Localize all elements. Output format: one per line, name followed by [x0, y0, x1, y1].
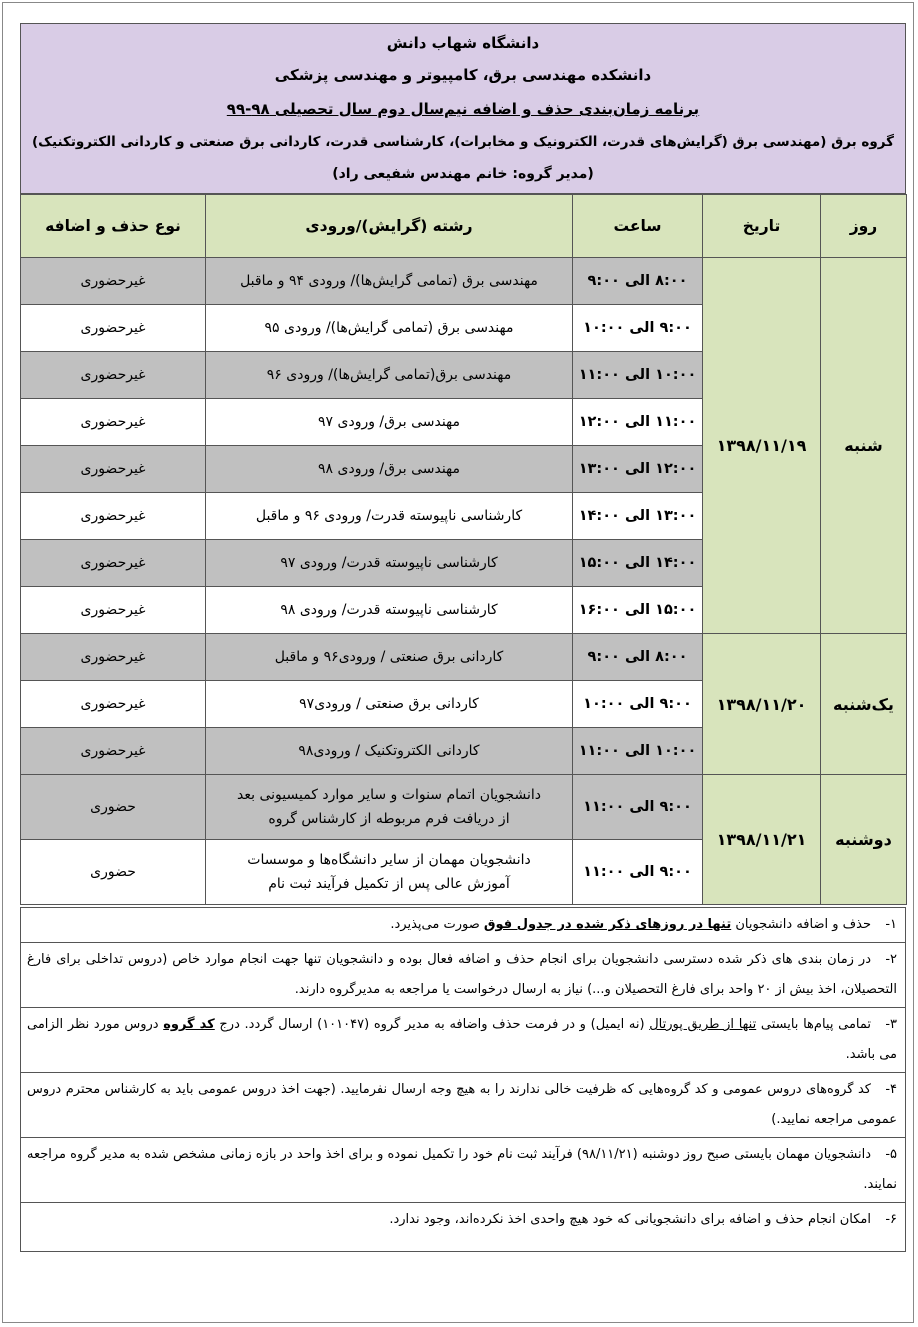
major-cell: [206, 775, 573, 840]
time-cell: ۹:۰۰ الی ۱۱:۰۰: [573, 775, 703, 840]
major-text: کاردانی الکتروتکنیک / ورودی۹۸: [298, 743, 480, 759]
type-cell: غیرحضوری: [21, 446, 206, 493]
page-frame: [2, 2, 914, 1323]
major-text: دانشجویان مهمان از سایر دانشگاه‌ها و موسسات: [247, 852, 531, 868]
time-cell: ۸:۰۰ الی ۹:۰۰: [573, 258, 703, 305]
note-item: [21, 943, 905, 1008]
type-cell: حضوری: [21, 775, 206, 840]
group-line: گروه برق (مهندسی برق (گرایش‌های قدرت، الکترونیک و مخابرات)، کارشناسی قدرت، کاردانی برق صنعتی و کاردانی الکتروتکنیک): [31, 134, 895, 150]
time-cell: ۱۳:۰۰ الی ۱۴:۰۰: [573, 493, 703, 540]
major-cell: [206, 258, 573, 305]
note-text: دروس مورد نظر الزامی می باشد.: [27, 1017, 897, 1062]
type-cell: حضوری: [21, 840, 206, 905]
note-text: تمامی پیام‌ها بایستی: [756, 1017, 872, 1032]
day-cell: دوشنبه: [821, 775, 907, 905]
type-cell: غیرحضوری: [21, 587, 206, 634]
note-text: تنها در روزهای ذکر شده در جدول فوق: [483, 917, 732, 932]
major-cell: [206, 493, 573, 540]
table-row: [21, 775, 907, 840]
major-cell: [206, 634, 573, 681]
note-text: صورت می‌پذیرد.: [390, 917, 484, 932]
col-header-date: تاریخ: [703, 195, 821, 258]
note-text: دانشجویان مهمان بایستی صبح روز دوشنبه (۹۸/۱۱/۲۱) فرآیند ثبت نام خود را تکمیل نموده و برای اخذ واحد در بازه زمانی مشخص شده به مدیر گروه مراجعه نمایند.: [27, 1147, 897, 1192]
notes-list: [20, 907, 906, 1252]
manager-line: (مدیر گروه: خانم مهندس شفیعی راد): [332, 166, 594, 182]
note-text: در زمان بندی های ذکر شده دسترسی دانشجویان برای انجام حذف و اضافه فعال بوده و دانشجویان تنها جهت انجام موارد خاص (دروس تداخلی برای فارغ التحصیلان، اخذ بیش از ۲۰ واحد برای فارغ التحصیلان و...) نیاز به ارسال درخواست یا مراجعه به مدیرگروه دارند.: [27, 952, 897, 997]
note-item: [21, 1073, 905, 1138]
major-cell: [206, 399, 573, 446]
major-text: از دریافت فرم مربوطه از کارشناس گروه: [268, 811, 510, 827]
type-cell: غیرحضوری: [21, 352, 206, 399]
note-number: ۴-: [885, 1082, 897, 1097]
major-text: مهندسی برق (تمامی گرایش‌ها)/ ورودی ۹۴ و ماقبل: [240, 273, 538, 289]
major-cell: [206, 352, 573, 399]
major-text: دانشجویان اتمام سنوات و سایر موارد کمیسیونی بعد: [237, 787, 541, 803]
note-item: [21, 1203, 905, 1251]
day-cell: شنبه: [821, 258, 907, 634]
type-cell: غیرحضوری: [21, 493, 206, 540]
program-title: برنامه زمان‌بندی حذف و اضافه نیم‌سال دوم سال تحصیلی ۹۸-۹۹: [226, 100, 700, 118]
major-cell: [206, 681, 573, 728]
major-text: مهندسی برق/ ورودی ۹۷: [318, 414, 460, 430]
table-header-row: [21, 195, 907, 258]
note-number: ۲-: [885, 952, 897, 967]
major-text: مهندسی برق (تمامی گرایش‌ها)/ ورودی ۹۵: [264, 320, 514, 336]
note-number: ۶-: [885, 1212, 897, 1227]
time-cell: ۱۰:۰۰ الی ۱۱:۰۰: [573, 728, 703, 775]
major-text: مهندسی برق(تمامی گرایش‌ها)/ ورودی ۹۶: [266, 367, 512, 383]
table-row: [21, 634, 907, 681]
note-item: [21, 908, 905, 943]
type-cell: غیرحضوری: [21, 258, 206, 305]
day-cell: یک‌شنبه: [821, 634, 907, 775]
header-block: [20, 23, 906, 194]
major-cell: [206, 540, 573, 587]
major-cell: [206, 446, 573, 493]
major-cell: [206, 728, 573, 775]
col-header-day: روز: [821, 195, 907, 258]
note-text: کد گروه‌های دروس عمومی و کد گروه‌هایی که ظرفیت خالی ندارند را به هیچ وجه ارسال نفرمایید. (جهت اخذ دروس عمومی باید به کارشناس محترم دروس عمومی مراجعه نمایید.): [27, 1082, 897, 1127]
major-cell: [206, 587, 573, 634]
major-text: کارشناسی ناپیوسته قدرت/ ورودی ۹۷: [280, 555, 498, 571]
note-text: کد گروه: [163, 1017, 215, 1032]
time-cell: ۱۴:۰۰ الی ۱۵:۰۰: [573, 540, 703, 587]
table-row: [21, 258, 907, 305]
note-text: تنها از طریق پورتال: [649, 1017, 757, 1032]
time-cell: ۱۱:۰۰ الی ۱۲:۰۰: [573, 399, 703, 446]
note-text: حذف و اضافه دانشجویان: [731, 917, 871, 932]
note-text: (نه ایمیل) و در فرمت حذف واضافه به مدیر گروه (۱۰۱۰۴۷) ارسال گردد. درج: [214, 1017, 650, 1032]
note-number: ۱-: [885, 917, 897, 932]
type-cell: غیرحضوری: [21, 540, 206, 587]
time-cell: ۱۵:۰۰ الی ۱۶:۰۰: [573, 587, 703, 634]
time-cell: ۱۰:۰۰ الی ۱۱:۰۰: [573, 352, 703, 399]
major-text: کاردانی برق صنعتی / ورودی۹۷: [299, 696, 479, 712]
time-cell: ۹:۰۰ الی ۱۰:۰۰: [573, 305, 703, 352]
schedule-table: [20, 194, 907, 905]
note-text: امکان انجام حذف و اضافه برای دانشجویانی که خود هیچ واحدی اخذ نکرده‌اند، وجود ندارد.: [389, 1212, 871, 1227]
time-cell: ۱۲:۰۰ الی ۱۳:۰۰: [573, 446, 703, 493]
time-cell: ۹:۰۰ الی ۱۰:۰۰: [573, 681, 703, 728]
time-cell: ۹:۰۰ الی ۱۱:۰۰: [573, 840, 703, 905]
major-cell: [206, 305, 573, 352]
col-header-type: نوع حذف و اضافه: [21, 195, 206, 258]
major-cell: [206, 840, 573, 905]
university-name: دانشگاه شهاب دانش: [386, 34, 540, 52]
note-number: ۳-: [885, 1017, 898, 1032]
schedule-sheet: [20, 23, 906, 1268]
type-cell: غیرحضوری: [21, 634, 206, 681]
time-cell: ۸:۰۰ الی ۹:۰۰: [573, 634, 703, 681]
major-text: کاردانی برق صنعتی / ورودی۹۶ و ماقبل: [274, 649, 504, 665]
type-cell: غیرحضوری: [21, 399, 206, 446]
type-cell: غیرحضوری: [21, 681, 206, 728]
major-text: کارشناسی ناپیوسته قدرت/ ورودی ۹۶ و ماقبل: [255, 508, 523, 524]
note-item: [21, 1138, 905, 1203]
date-cell: ۱۳۹۸/۱۱/۲۰: [703, 634, 821, 775]
type-cell: غیرحضوری: [21, 305, 206, 352]
major-text: آموزش عالی پس از تکمیل فرآیند ثبت نام: [268, 876, 510, 892]
schedule-body: [21, 258, 907, 905]
col-header-time: ساعت: [573, 195, 703, 258]
note-number: ۵-: [885, 1147, 897, 1162]
major-text: مهندسی برق/ ورودی ۹۸: [318, 461, 460, 477]
date-cell: ۱۳۹۸/۱۱/۲۱: [703, 775, 821, 905]
note-item: [21, 1008, 905, 1073]
faculty-name: دانشکده مهندسی برق، کامپیوتر و مهندسی پزشکی: [274, 66, 652, 84]
major-text: کارشناسی ناپیوسته قدرت/ ورودی ۹۸: [280, 602, 498, 618]
type-cell: غیرحضوری: [21, 728, 206, 775]
col-header-major: رشته (گرایش)/ورودی: [206, 195, 573, 258]
date-cell: ۱۳۹۸/۱۱/۱۹: [703, 258, 821, 634]
